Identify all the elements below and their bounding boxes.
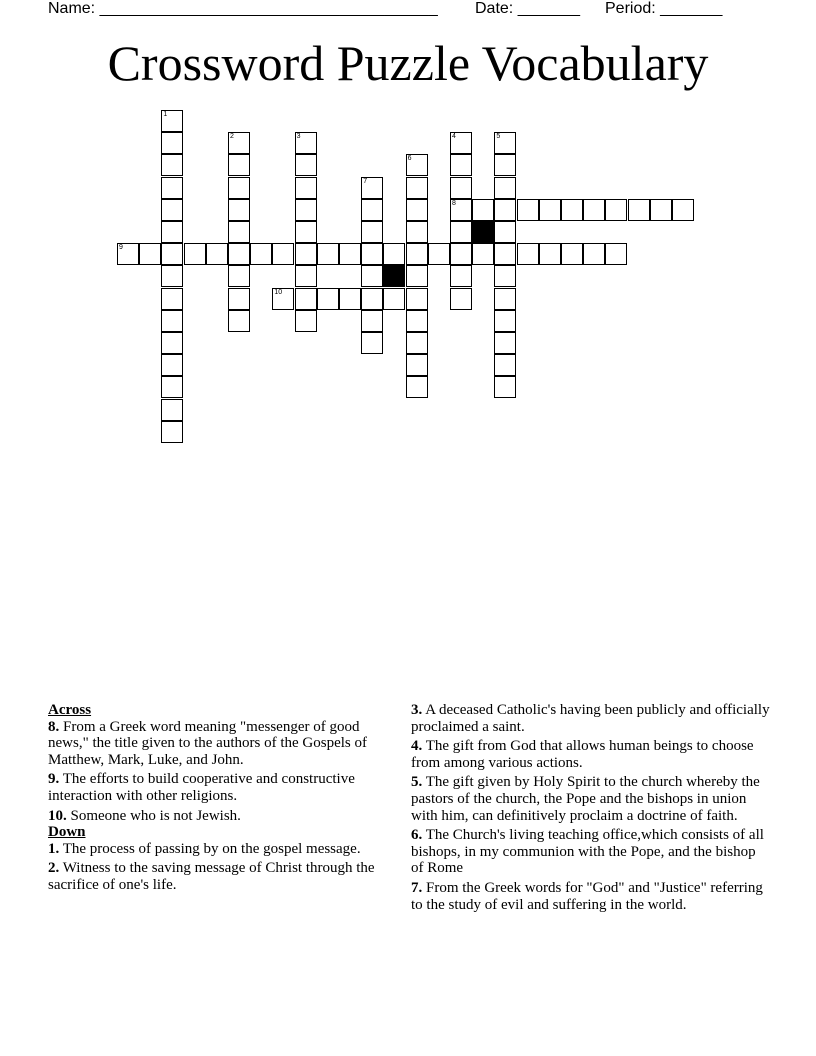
grid-cell[interactable] (161, 376, 183, 398)
grid-cell[interactable] (628, 199, 650, 221)
grid-cell[interactable] (517, 243, 539, 265)
clue-number-label: 8 (452, 199, 456, 207)
grid-cell[interactable] (228, 243, 250, 265)
clue-text: The efforts to build cooperative and constructive interaction with other religions. (48, 771, 355, 804)
grid-cell[interactable] (450, 243, 472, 265)
grid-cell[interactable] (494, 354, 516, 376)
grid-cell[interactable] (161, 332, 183, 354)
grid-cell[interactable] (295, 265, 317, 287)
clue-down-7 (411, 880, 771, 913)
grid-cell[interactable] (406, 221, 428, 243)
grid-cell[interactable] (494, 199, 516, 221)
date-field-label[interactable]: Date: _______ (475, 0, 580, 17)
grid-cell[interactable] (295, 288, 317, 310)
grid-cell[interactable] (383, 243, 405, 265)
grid-cell[interactable] (361, 332, 383, 354)
grid-cell[interactable] (272, 288, 294, 310)
clue-number: 2. (48, 860, 60, 877)
clue-number: 10. (48, 807, 67, 824)
grid-cell[interactable] (161, 154, 183, 176)
grid-cell[interactable] (406, 310, 428, 332)
name-field-label[interactable]: Name: ______________________________________ (48, 0, 438, 17)
clue-number: 3. (411, 702, 423, 718)
blocked-cell (472, 221, 494, 243)
grid-cell[interactable] (161, 399, 183, 421)
grid-cell[interactable] (494, 310, 516, 332)
across-heading: Across (48, 702, 92, 718)
grid-cell[interactable] (672, 199, 694, 221)
clue-number: 4. (411, 738, 423, 755)
grid-cell[interactable] (228, 177, 250, 199)
clue-down-6 (411, 827, 771, 877)
grid-cell[interactable] (605, 199, 627, 221)
grid-cell[interactable] (139, 243, 161, 265)
clue-number-label: 9 (119, 244, 123, 252)
clue-down-4 (411, 738, 771, 771)
grid-cell[interactable] (450, 177, 472, 199)
grid-cell[interactable] (161, 177, 183, 199)
grid-cell[interactable] (406, 177, 428, 199)
clue-down-5 (411, 774, 771, 824)
clues-column-left (48, 702, 378, 897)
clue-number-label: 5 (496, 133, 501, 141)
period-field-label[interactable]: Period: _______ (605, 0, 723, 17)
grid-cell[interactable] (406, 243, 428, 265)
grid-cell[interactable] (361, 243, 383, 265)
grid-cell[interactable] (295, 199, 317, 221)
grid-cell[interactable] (406, 354, 428, 376)
grid-cell[interactable] (517, 199, 539, 221)
grid-cell[interactable] (161, 265, 183, 287)
grid-cell[interactable] (494, 221, 516, 243)
clue-number-label: 6 (407, 155, 412, 163)
grid-cell[interactable] (361, 221, 383, 243)
grid-cell[interactable] (339, 288, 361, 310)
grid-cell[interactable] (339, 243, 361, 265)
grid-cell[interactable] (228, 265, 250, 287)
clue-number-label: 4 (452, 133, 456, 141)
clue-down-2 (48, 860, 378, 893)
page-title: Crossword Puzzle Vocabulary (107, 35, 709, 91)
clue-number: 7. (411, 879, 423, 896)
clue-across-9 (48, 771, 378, 804)
clue-text: From the Greek words for "God" and "Justice" referring to the study of evil and suffering in the world. (411, 879, 763, 913)
grid-cell[interactable] (406, 265, 428, 287)
grid-cell[interactable] (605, 243, 627, 265)
grid-cell[interactable] (450, 288, 472, 310)
grid-cell[interactable] (472, 243, 494, 265)
grid-cell[interactable] (250, 243, 272, 265)
grid-cell[interactable] (494, 265, 516, 287)
grid-cell[interactable] (406, 199, 428, 221)
clue-text: Witness to the saving message of Christ through the sacrifice of one's life. (48, 860, 375, 893)
grid-cell[interactable] (161, 310, 183, 332)
grid-cell[interactable] (161, 421, 183, 443)
grid-cell[interactable] (161, 288, 183, 310)
grid-cell[interactable] (450, 132, 472, 154)
clue-text: From a Greek word meaning "messenger of good news," the title given to the authors of the Gospels of Matthew, Mark, Luke, and John. (48, 718, 367, 768)
grid-cell[interactable] (561, 243, 583, 265)
grid-cell[interactable] (317, 243, 339, 265)
down-heading: Down (48, 824, 86, 841)
grid-cell[interactable] (161, 354, 183, 376)
grid-cell[interactable] (161, 199, 183, 221)
clue-number: 9. (48, 771, 60, 788)
grid-cell[interactable] (206, 243, 228, 265)
grid-cell[interactable] (406, 332, 428, 354)
grid-cell[interactable] (161, 110, 183, 132)
grid-cell[interactable] (539, 199, 561, 221)
clue-across-10 (48, 808, 378, 825)
grid-cell[interactable] (406, 154, 428, 176)
grid-cell[interactable] (228, 154, 250, 176)
grid-cell[interactable] (494, 376, 516, 398)
grid-cell[interactable] (406, 376, 428, 398)
grid-cell[interactable] (494, 243, 516, 265)
clue-number-label: 2 (230, 133, 234, 141)
clue-down-1 (48, 841, 378, 858)
clue-number: 1. (48, 840, 60, 857)
clue-across-8 (48, 719, 378, 769)
grid-cell[interactable] (383, 288, 405, 310)
clue-text: The gift from God that allows human beings to choose from among various actions. (411, 738, 754, 771)
grid-cell[interactable] (494, 177, 516, 199)
grid-cell[interactable] (184, 243, 206, 265)
clue-number-label: 1 (163, 111, 168, 118)
grid-cell[interactable] (117, 243, 139, 265)
grid-cell[interactable] (539, 243, 561, 265)
grid-cell[interactable] (450, 199, 472, 221)
grid-cell[interactable] (561, 199, 583, 221)
grid-cell[interactable] (228, 221, 250, 243)
clue-text: Someone who is not Jewish. (70, 807, 241, 824)
grid-cell[interactable] (583, 243, 605, 265)
grid-cell[interactable] (272, 243, 294, 265)
grid-cell[interactable] (494, 132, 516, 154)
grid-cell[interactable] (228, 288, 250, 310)
clue-text: The Church's living teaching office,which consists of all bishops, in my communion with the Pope, and the bishop of Rome (411, 827, 764, 877)
grid-cell[interactable] (295, 221, 317, 243)
clue-number-label: 3 (296, 133, 301, 141)
clue-number: 6. (411, 827, 423, 844)
grid-cell[interactable] (295, 154, 317, 176)
grid-cell[interactable] (361, 199, 383, 221)
grid-cell[interactable] (472, 199, 494, 221)
clue-number: 5. (411, 774, 423, 791)
clue-number-label: 7 (363, 177, 368, 185)
grid-cell[interactable] (450, 265, 472, 287)
grid-cell[interactable] (228, 310, 250, 332)
grid-cell[interactable] (650, 199, 672, 221)
grid-cell[interactable] (450, 221, 472, 243)
clue-text: The process of passing by on the gospel message. (62, 840, 361, 857)
grid-cell[interactable] (428, 243, 450, 265)
crossword-grid (0, 0, 816, 460)
grid-cell[interactable] (161, 132, 183, 154)
grid-cell[interactable] (295, 177, 317, 199)
grid-cell[interactable] (317, 288, 339, 310)
grid-cell[interactable] (361, 265, 383, 287)
grid-cell[interactable] (361, 310, 383, 332)
grid-cell[interactable] (450, 154, 472, 176)
blocked-cell (383, 265, 405, 287)
grid-cell[interactable] (361, 177, 383, 199)
grid-cell[interactable] (161, 243, 183, 265)
grid-cell[interactable] (228, 199, 250, 221)
grid-cell[interactable] (494, 332, 516, 354)
clue-text: The gift given by Holy Spirit to the church whereby the pastors of the church, the Pope and the bishops in union with him, can definitively proclaim a doctrine of faith. (411, 774, 760, 824)
grid-cell[interactable] (494, 154, 516, 176)
clue-down-3 (411, 702, 771, 735)
clue-text: A deceased Catholic's having been publicly and officially proclaimed a saint. (411, 702, 770, 735)
clue-number-label: 10 (274, 288, 283, 296)
clues-column-right (411, 702, 771, 916)
grid-cell[interactable] (295, 132, 317, 154)
grid-cell[interactable] (161, 221, 183, 243)
grid-cell[interactable] (494, 288, 516, 310)
grid-cell[interactable] (583, 199, 605, 221)
clue-number: 8. (48, 718, 60, 735)
grid-cell[interactable] (406, 288, 428, 310)
grid-cell[interactable] (361, 288, 383, 310)
grid-cell[interactable] (295, 310, 317, 332)
grid-cell[interactable] (295, 243, 317, 265)
grid-cell[interactable] (228, 132, 250, 154)
